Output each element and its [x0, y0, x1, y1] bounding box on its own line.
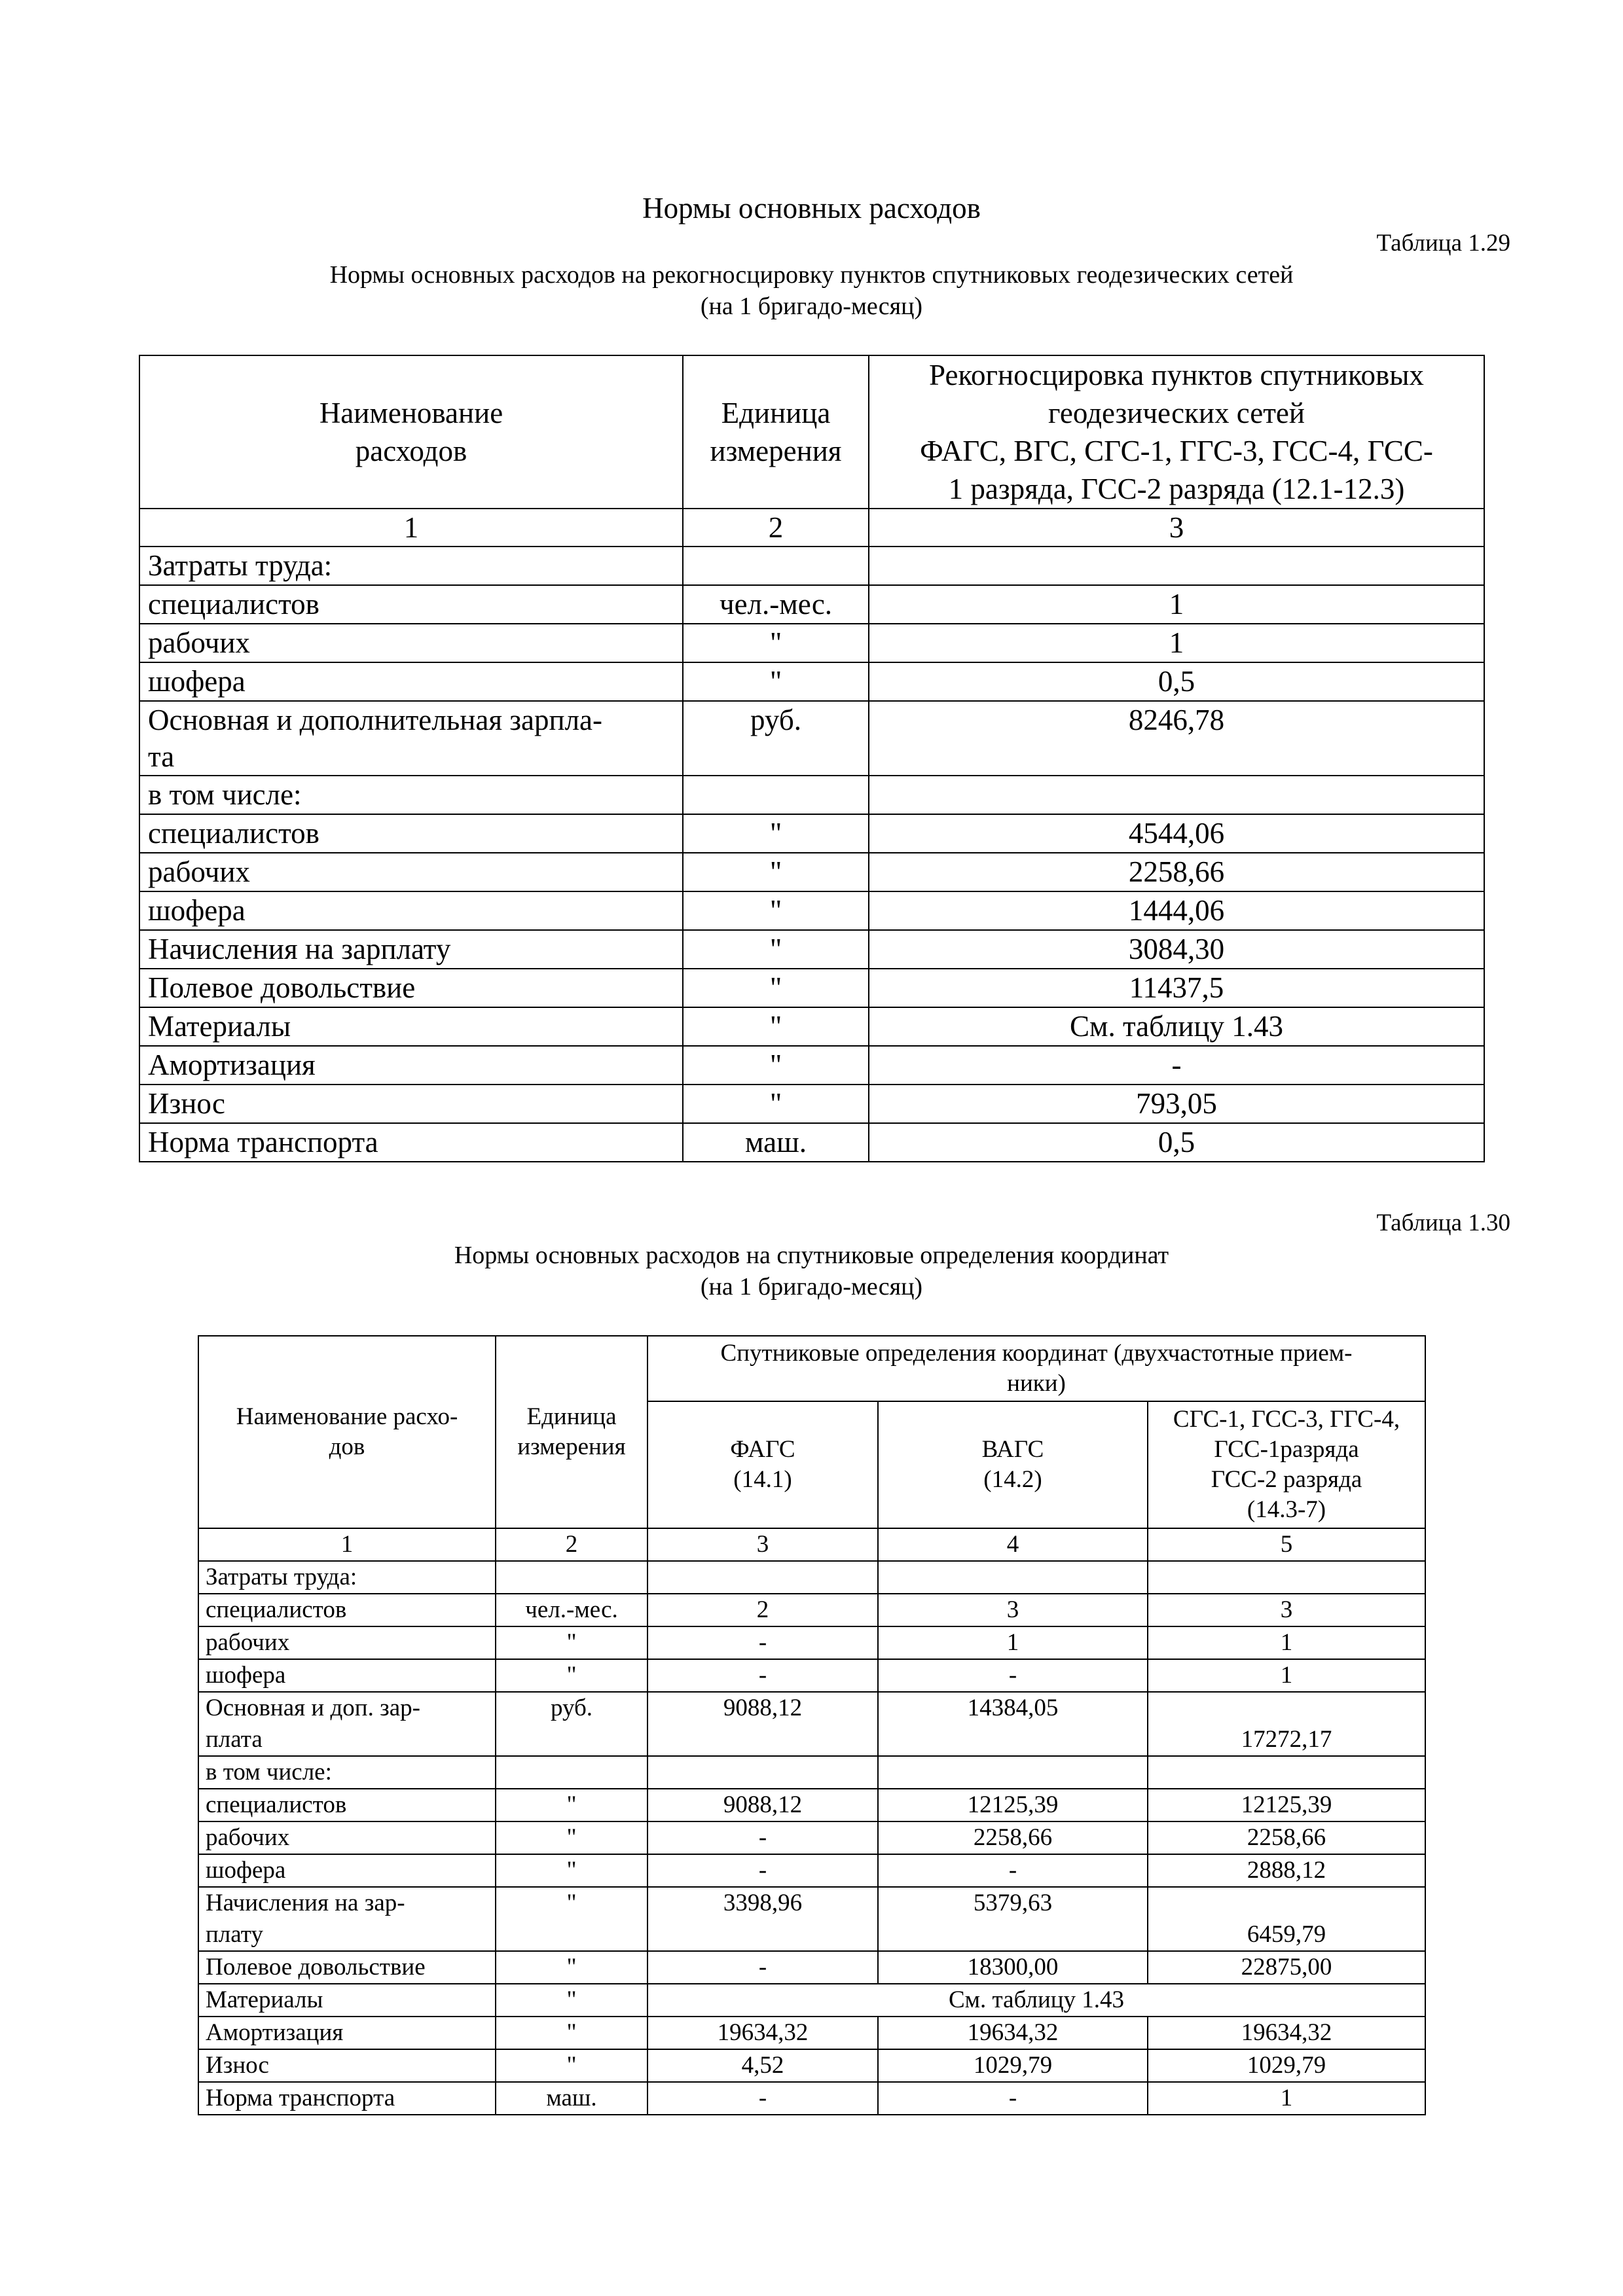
- row-unit: ": [496, 1854, 647, 1887]
- table-row: [139, 814, 1484, 853]
- column-number-row: [198, 1528, 1425, 1561]
- row-value-sgs: 2258,66: [1148, 1821, 1425, 1854]
- row-value-fags: [647, 1756, 878, 1789]
- row-name: специалистов: [139, 814, 683, 853]
- row-unit: ": [683, 969, 869, 1007]
- row-name: специалистов: [198, 1594, 496, 1626]
- row-unit: ": [496, 2017, 647, 2049]
- row-value-fags: -: [647, 1659, 878, 1692]
- row-value: 3084,30: [869, 930, 1484, 969]
- row-value-fags: 9088,12: [647, 1692, 878, 1756]
- row-value-sgs: [1148, 1561, 1425, 1594]
- row-value-sgs: 19634,32: [1148, 2017, 1425, 2049]
- table-row: [139, 930, 1484, 969]
- row-value-fags: [647, 1561, 878, 1594]
- header-cell-unit: Единица измерения: [683, 355, 869, 509]
- row-unit: ": [496, 1984, 647, 2017]
- table-2-caption: [0, 1240, 1623, 1302]
- row-unit: ": [683, 891, 869, 930]
- row-unit: маш.: [496, 2082, 647, 2115]
- header-cell-reconnaissance: Рекогносцировка пунктов спутниковых геодезических сетей ФАГС, ВГС, СГС-1, ГГС-3, ГСС-4, ГСС- 1 разряда, ГСС-2 разряда (12.1-12.3): [869, 355, 1484, 509]
- table-row: [198, 1821, 1425, 1854]
- header-cell-unit: Единица измерения: [496, 1336, 647, 1528]
- table-row: [139, 891, 1484, 930]
- row-unit: ": [496, 1821, 647, 1854]
- row-value-sgs: 6459,79: [1148, 1887, 1425, 1951]
- table-row: [139, 1007, 1484, 1046]
- row-unit: ": [683, 662, 869, 701]
- table-row: [139, 1085, 1484, 1123]
- row-name: Полевое довольствие: [198, 1951, 496, 1984]
- row-value: 0,5: [869, 662, 1484, 701]
- table-row: [139, 1123, 1484, 1162]
- row-name: Норма транспорта: [198, 2082, 496, 2115]
- column-number: 1: [139, 509, 683, 547]
- row-unit: ": [496, 1659, 647, 1692]
- row-name: Начисления на зар- плату: [198, 1887, 496, 1951]
- table-1-label: Таблица 1.29: [1376, 230, 1510, 257]
- table-header-row: [139, 355, 1484, 509]
- row-value-fags: 3398,96: [647, 1887, 878, 1951]
- row-unit: ": [683, 930, 869, 969]
- row-name: Начисления на зарплату: [139, 930, 683, 969]
- row-name: Затраты труда:: [139, 547, 683, 585]
- header-cell-satellite-group: Спутниковые определения координат (двухчастотные прием- ники): [647, 1336, 1425, 1401]
- table-row: [139, 853, 1484, 891]
- table-1-caption-line: Нормы основных расходов на рекогносцировку пунктов спутниковых геодезических сетей: [329, 261, 1294, 289]
- column-number: 1: [198, 1528, 496, 1561]
- row-name: рабочих: [139, 853, 683, 891]
- row-value-fags: -: [647, 2082, 878, 2115]
- column-number: 3: [869, 509, 1484, 547]
- row-name: Затраты труда:: [198, 1561, 496, 1594]
- row-unit: маш.: [683, 1123, 869, 1162]
- row-name: шофера: [198, 1854, 496, 1887]
- row-name: рабочих: [198, 1626, 496, 1659]
- table-row: [198, 1984, 1425, 2017]
- row-value-sgs: 1: [1148, 1626, 1425, 1659]
- table-row: [198, 1659, 1425, 1692]
- table-row: [198, 1692, 1425, 1756]
- row-value: 11437,5: [869, 969, 1484, 1007]
- row-value-vags: [878, 1561, 1148, 1594]
- table-row: [198, 1594, 1425, 1626]
- row-unit: ": [496, 2049, 647, 2082]
- row-value-vags: 3: [878, 1594, 1148, 1626]
- row-value: 793,05: [869, 1085, 1484, 1123]
- row-value-sgs: 22875,00: [1148, 1951, 1425, 1984]
- table-row: [139, 1046, 1484, 1085]
- row-name: Износ: [198, 2049, 496, 2082]
- header-cell-expense-name: Наименование расходов: [139, 355, 683, 509]
- row-value: 4544,06: [869, 814, 1484, 853]
- row-value-fags: -: [647, 1821, 878, 1854]
- row-unit: ": [496, 1887, 647, 1951]
- row-value-vags: 14384,05: [878, 1692, 1148, 1756]
- column-number: 5: [1148, 1528, 1425, 1561]
- row-value-fags: 2: [647, 1594, 878, 1626]
- row-value: [869, 547, 1484, 585]
- header-cell-fags: ФАГС (14.1): [647, 1401, 878, 1528]
- table-row: [139, 624, 1484, 662]
- row-unit: ": [683, 1085, 869, 1123]
- table-row: [198, 2049, 1425, 2082]
- table-row: [198, 1854, 1425, 1887]
- row-unit: ": [683, 1046, 869, 1085]
- table-1-caption: [0, 259, 1623, 322]
- row-value-vags: 5379,63: [878, 1887, 1148, 1951]
- row-value-fags: -: [647, 1854, 878, 1887]
- row-name: Амортизация: [139, 1046, 683, 1085]
- row-unit: ": [496, 1951, 647, 1984]
- row-value-sgs: 12125,39: [1148, 1789, 1425, 1821]
- row-value-sgs: 2888,12: [1148, 1854, 1425, 1887]
- row-value-merged: См. таблицу 1.43: [647, 1984, 1425, 2017]
- row-unit: [496, 1561, 647, 1594]
- table-row: [139, 662, 1484, 701]
- row-unit: чел.-мес.: [683, 585, 869, 624]
- row-value: 8246,78: [869, 701, 1484, 776]
- row-value-vags: 2258,66: [878, 1821, 1148, 1854]
- row-value-sgs: 3: [1148, 1594, 1425, 1626]
- row-name: Износ: [139, 1085, 683, 1123]
- row-name: Материалы: [139, 1007, 683, 1046]
- row-value-fags: 19634,32: [647, 2017, 878, 2049]
- row-unit: ": [683, 1007, 869, 1046]
- row-name: Материалы: [198, 1984, 496, 2017]
- row-name: Норма транспорта: [139, 1123, 683, 1162]
- row-value-vags: -: [878, 1659, 1148, 1692]
- table-row: [139, 585, 1484, 624]
- column-number: 2: [496, 1528, 647, 1561]
- row-value-vags: [878, 1756, 1148, 1789]
- row-name: специалистов: [139, 585, 683, 624]
- row-value-fags: -: [647, 1951, 878, 1984]
- row-unit: ": [683, 624, 869, 662]
- row-value-sgs: 1029,79: [1148, 2049, 1425, 2082]
- row-unit: [683, 547, 869, 585]
- row-name: рабочих: [139, 624, 683, 662]
- row-name: в том числе:: [139, 776, 683, 814]
- row-name: специалистов: [198, 1789, 496, 1821]
- row-value-sgs: 17272,17: [1148, 1692, 1425, 1756]
- row-name: Амортизация: [198, 2017, 496, 2049]
- row-name: шофера: [139, 891, 683, 930]
- row-value-fags: 9088,12: [647, 1789, 878, 1821]
- row-value: 0,5: [869, 1123, 1484, 1162]
- row-unit: [496, 1756, 647, 1789]
- table-row: [139, 776, 1484, 814]
- row-value-sgs: 1: [1148, 2082, 1425, 2115]
- column-number-row: [139, 509, 1484, 547]
- row-value-fags: 4,52: [647, 2049, 878, 2082]
- table-row: [139, 547, 1484, 585]
- row-value-vags: 18300,00: [878, 1951, 1148, 1984]
- row-value-vags: -: [878, 1854, 1148, 1887]
- table-row: [198, 1789, 1425, 1821]
- header-cell-vags: ВАГС (14.2): [878, 1401, 1148, 1528]
- row-name: Основная и доп. зар- плата: [198, 1692, 496, 1756]
- table-1-caption-line: (на 1 бригадо-месяц): [700, 293, 923, 320]
- table-row: [198, 1626, 1425, 1659]
- table-1: [139, 355, 1485, 1162]
- row-name: шофера: [139, 662, 683, 701]
- row-value-fags: -: [647, 1626, 878, 1659]
- row-value-vags: 1: [878, 1626, 1148, 1659]
- row-value-vags: 12125,39: [878, 1789, 1148, 1821]
- row-value: [869, 776, 1484, 814]
- row-name: в том числе:: [198, 1756, 496, 1789]
- table-2-label: Таблица 1.30: [1376, 1210, 1510, 1236]
- header-cell-sgs: СГС-1, ГСС-3, ГГС-4, ГСС-1разряда ГСС-2 разряда (14.3-7): [1148, 1401, 1425, 1528]
- table-row: [198, 1756, 1425, 1789]
- row-value: 1444,06: [869, 891, 1484, 930]
- table-row: [198, 2017, 1425, 2049]
- row-name: рабочих: [198, 1821, 496, 1854]
- row-unit: руб.: [496, 1692, 647, 1756]
- table-2: [198, 1335, 1426, 2115]
- table-row: [198, 2082, 1425, 2115]
- table-row: [139, 969, 1484, 1007]
- column-number: 4: [878, 1528, 1148, 1561]
- row-name: шофера: [198, 1659, 496, 1692]
- table-header-row: [198, 1336, 1425, 1401]
- row-value-vags: -: [878, 2082, 1148, 2115]
- table-2-caption-line: (на 1 бригадо-месяц): [700, 1273, 923, 1300]
- table-row: [139, 701, 1484, 776]
- table-2-caption-line: Нормы основных расходов на спутниковые определения координат: [454, 1242, 1169, 1269]
- row-value: -: [869, 1046, 1484, 1085]
- row-unit: чел.-мес.: [496, 1594, 647, 1626]
- row-value: 2258,66: [869, 853, 1484, 891]
- row-value-vags: 19634,32: [878, 2017, 1148, 2049]
- row-value: 1: [869, 624, 1484, 662]
- row-unit: ": [496, 1789, 647, 1821]
- row-value-sgs: [1148, 1756, 1425, 1789]
- page-title: Нормы основных расходов: [642, 192, 981, 224]
- column-number: 2: [683, 509, 869, 547]
- column-number: 3: [647, 1528, 878, 1561]
- row-value: См. таблицу 1.43: [869, 1007, 1484, 1046]
- row-unit: ": [683, 853, 869, 891]
- row-name: Основная и дополнительная зарпла- та: [139, 701, 683, 776]
- row-name: Полевое довольствие: [139, 969, 683, 1007]
- row-value-vags: 1029,79: [878, 2049, 1148, 2082]
- table-row: [198, 1951, 1425, 1984]
- header-cell-expense-name: Наименование расхо- дов: [198, 1336, 496, 1528]
- row-unit: [683, 776, 869, 814]
- row-unit: ": [496, 1626, 647, 1659]
- row-unit: ": [683, 814, 869, 853]
- row-value-sgs: 1: [1148, 1659, 1425, 1692]
- table-row: [198, 1887, 1425, 1951]
- table-row: [198, 1561, 1425, 1594]
- row-unit: руб.: [683, 701, 869, 776]
- row-value: 1: [869, 585, 1484, 624]
